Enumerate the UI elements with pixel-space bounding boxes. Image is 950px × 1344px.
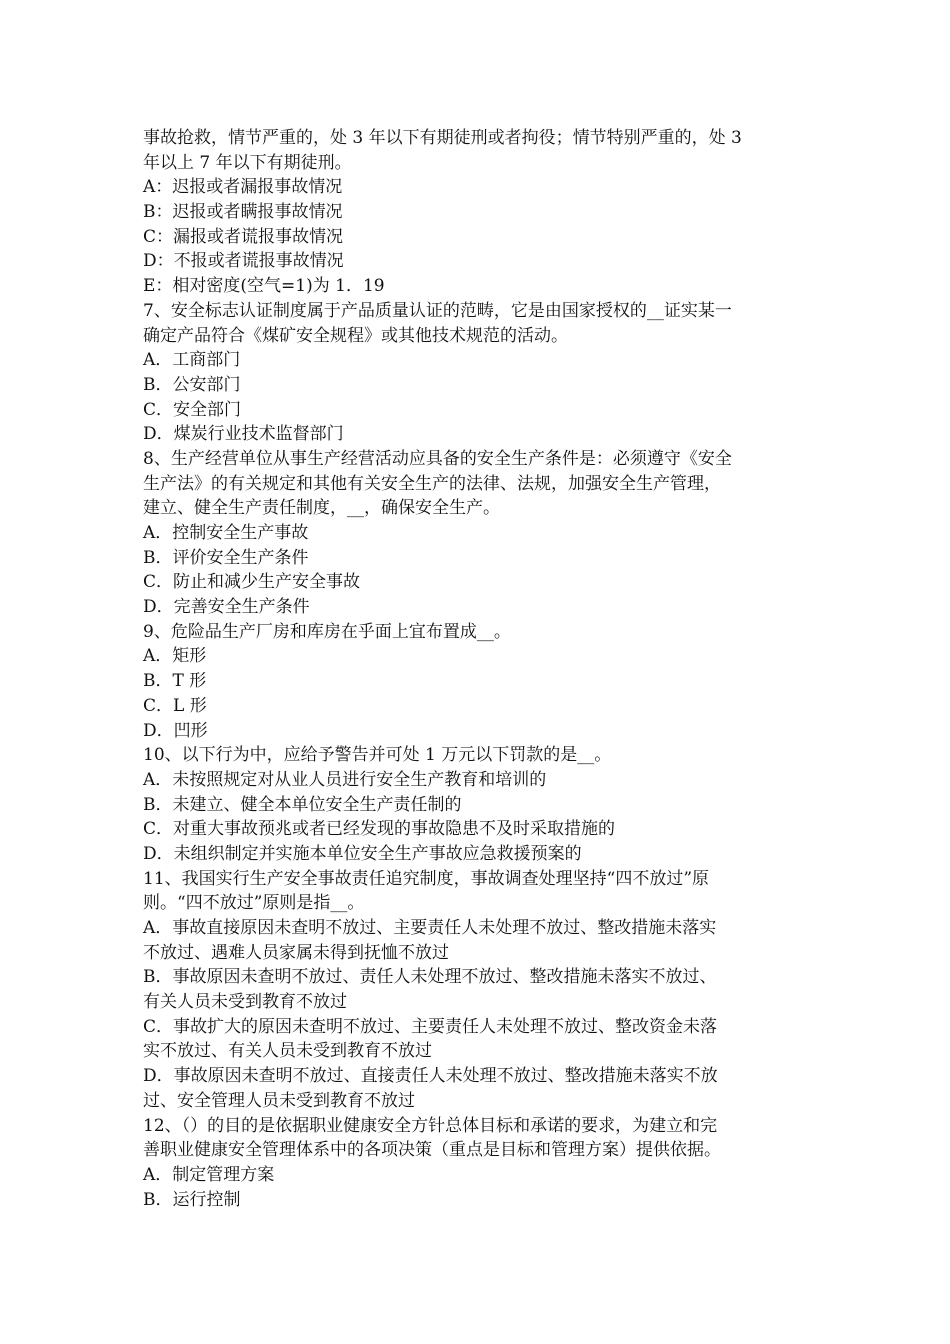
option-line: E：相对密度(空气=1)为 1．19 xyxy=(143,276,385,297)
question-line: 11、我国实行生产安全事故责任追究制度，事故调查处理坚持“四不放过”原 xyxy=(143,868,710,889)
option-line: A．未按照规定对从业人员进行安全生产教育和培训的 xyxy=(143,769,547,790)
option-line: C．事故扩大的原因未查明不放过、主要责任人未处理不放过、整改资金未落 xyxy=(143,1016,718,1037)
option-line: D．事故原因未查明不放过、直接责任人未处理不放过、整改措施未落实不放 xyxy=(143,1066,718,1087)
option-line: B．未建立、健全本单位安全生产责任制的 xyxy=(143,794,462,815)
question-line: 确定产品符合《煤矿安全规程》或其他技术规范的活动。 xyxy=(143,325,568,346)
document-body xyxy=(143,126,811,1212)
option-line: A．工商部门 xyxy=(143,350,241,371)
option-line: D．完善安全生产条件 xyxy=(143,597,310,618)
option-line: D．凹形 xyxy=(143,720,208,741)
option-line: C：漏报或者谎报事故情况 xyxy=(143,226,344,247)
question-line: 8、生产经营单位从事生产经营活动应具备的安全生产条件是：必须遵守《安全 xyxy=(143,448,732,469)
question-line: 9、危险品生产厂房和库房在乎面上宜布置成__。 xyxy=(143,621,511,642)
option-line: B．运行控制 xyxy=(143,1189,241,1210)
question-line: 则。“四不放过”原则是指__。 xyxy=(143,893,365,914)
question-line: 12、（）的目的是依据职业健康安全方针总体目标和承诺的要求，为建立和完 xyxy=(143,1115,718,1136)
option-line: 有关人员未受到教育不放过 xyxy=(143,992,347,1013)
question-line: 10、以下行为中，应给予警告并可处 1 万元以下罚款的是__。 xyxy=(143,745,612,766)
option-line: 过、安全管理人员未受到教育不放过 xyxy=(143,1090,415,1111)
question-line: 生产法》的有关规定和其他有关安全生产的法律、法规，加强安全生产管理， xyxy=(143,473,721,494)
option-line: C．对重大事故预兆或者已经发现的事故隐患不及时采取措施的 xyxy=(143,819,616,840)
option-line: A．事故直接原因未查明不放过、主要责任人未处理不放过、整改措施未落实 xyxy=(143,918,717,938)
option-line: C．L 形 xyxy=(143,695,207,716)
option-line: B．评价安全生产条件 xyxy=(143,547,309,568)
option-line: C．安全部门 xyxy=(143,399,242,420)
option-line: 实不放过、有关人员未受到教育不放过 xyxy=(143,1041,432,1062)
option-line: B．事故原因未查明不放过、责任人未处理不放过、整改措施未落实不放过、 xyxy=(143,967,717,988)
question-line: 建立、健全生产责任制度，__，确保安全生产。 xyxy=(143,498,500,519)
text-line: 年以上 7 年以下有期徒刑。 xyxy=(143,152,352,173)
option-line: D：不报或者谎报事故情况 xyxy=(143,251,344,272)
option-line: D．煤炭行业技术监督部门 xyxy=(143,424,344,445)
option-line: A．控制安全生产事故 xyxy=(143,523,309,543)
text-line: 事故抢救，情节严重的，处 3 年以下有期徒刑或者拘役；情节特别严重的，处 3 xyxy=(143,128,742,148)
option-line: C．防止和减少生产安全事故 xyxy=(143,572,361,593)
option-line: A．制定管理方案 xyxy=(143,1164,275,1185)
option-line: B：迟报或者瞒报事故情况 xyxy=(143,202,343,223)
option-line: B．公安部门 xyxy=(143,374,241,395)
option-line: 不放过、遇难人员家属未得到抚恤不放过 xyxy=(143,942,449,963)
option-line: D．未组织制定并实施本单位安全生产事故应急救援预案的 xyxy=(143,843,582,864)
option-line: A．矩形 xyxy=(143,646,207,667)
option-line: B．T 形 xyxy=(143,671,207,692)
question-line: 善职业健康安全管理体系中的各项决策（重点是目标和管理方案）提供依据。 xyxy=(143,1140,721,1161)
option-line: A：迟报或者漏报事故情况 xyxy=(143,177,343,198)
question-line: 7、安全标志认证制度属于产品质量认证的范畴，它是由国家授权的__证实某一 xyxy=(143,300,732,321)
